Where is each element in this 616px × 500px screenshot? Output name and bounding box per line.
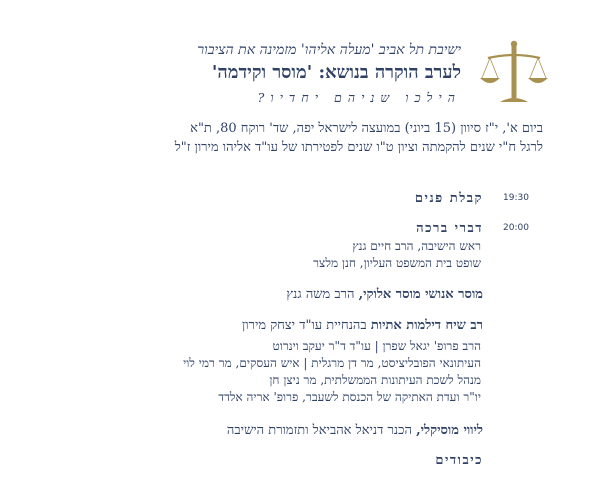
event-title: לערב הוקרה בנושא: 'מוסר וקידמה'	[211, 62, 461, 83]
panel-participant: העיתונאי הפובליציסט, מר דן מרגלית | איש העסקים, מר רמי לוי	[183, 356, 481, 370]
event-motto: הילכו שניהם יחדיו?	[257, 90, 461, 105]
music-item	[227, 422, 483, 438]
panel-participant: מנהל לשכת העיתונות הממשלתית, מר ניצן חן	[269, 373, 481, 387]
blessing-speaker: ראש הישיבה, הרב חיים גנץ	[352, 239, 481, 253]
lecture-label: מוסר אנושי מוסר אלוקי,	[358, 287, 483, 302]
panel-participant: הרב פרופ' יגאל שפרן | עו"ד ד"ר יעקב וינרוט	[272, 339, 481, 353]
music-text: הכנר דניאל אהביאל ותזמורת הישיבה	[226, 423, 417, 438]
host-line: ישיבת תל אביב 'מעלה אליהו' מזמינה את הציבור	[197, 42, 461, 58]
reception-label: קבלת פנים	[414, 191, 483, 206]
blessing-speaker: שופט בית המשפט העליון, חנן מלצר	[313, 256, 481, 270]
panel-moderator: בהנחיית עו"ד יצחק מירון	[241, 318, 371, 333]
refreshments-label: כיבודים	[435, 453, 483, 468]
date-location-line: ביום א', י"ז סיוון (15 ביוני) במועצה לישראל יפה, שד' רוקח 80, ת"א	[190, 121, 543, 136]
purpose-line: לרגל ח"י שנים להקמתה וציון ט"ו שנים לפטירתו של עו"ד אליהו מירון ז"ל	[174, 140, 543, 155]
panel-item	[242, 317, 483, 333]
lecture-item	[286, 286, 483, 302]
reception-time: 19:30	[503, 193, 529, 203]
blessings-time: 20:00	[503, 223, 529, 233]
panel-label: רב שיח דילמות אתיות	[370, 318, 483, 333]
blessings-label: דברי ברכה	[416, 221, 483, 236]
scales-of-justice-icon	[478, 38, 550, 108]
panel-participant: יו"ר ועדת האתיקה של הכנסת לשעבר, פרופ' אריה אלדד	[218, 390, 481, 404]
music-label: ליווי מוסיקלי,	[416, 423, 483, 438]
lecture-speaker: הרב משה גנץ	[286, 287, 359, 302]
